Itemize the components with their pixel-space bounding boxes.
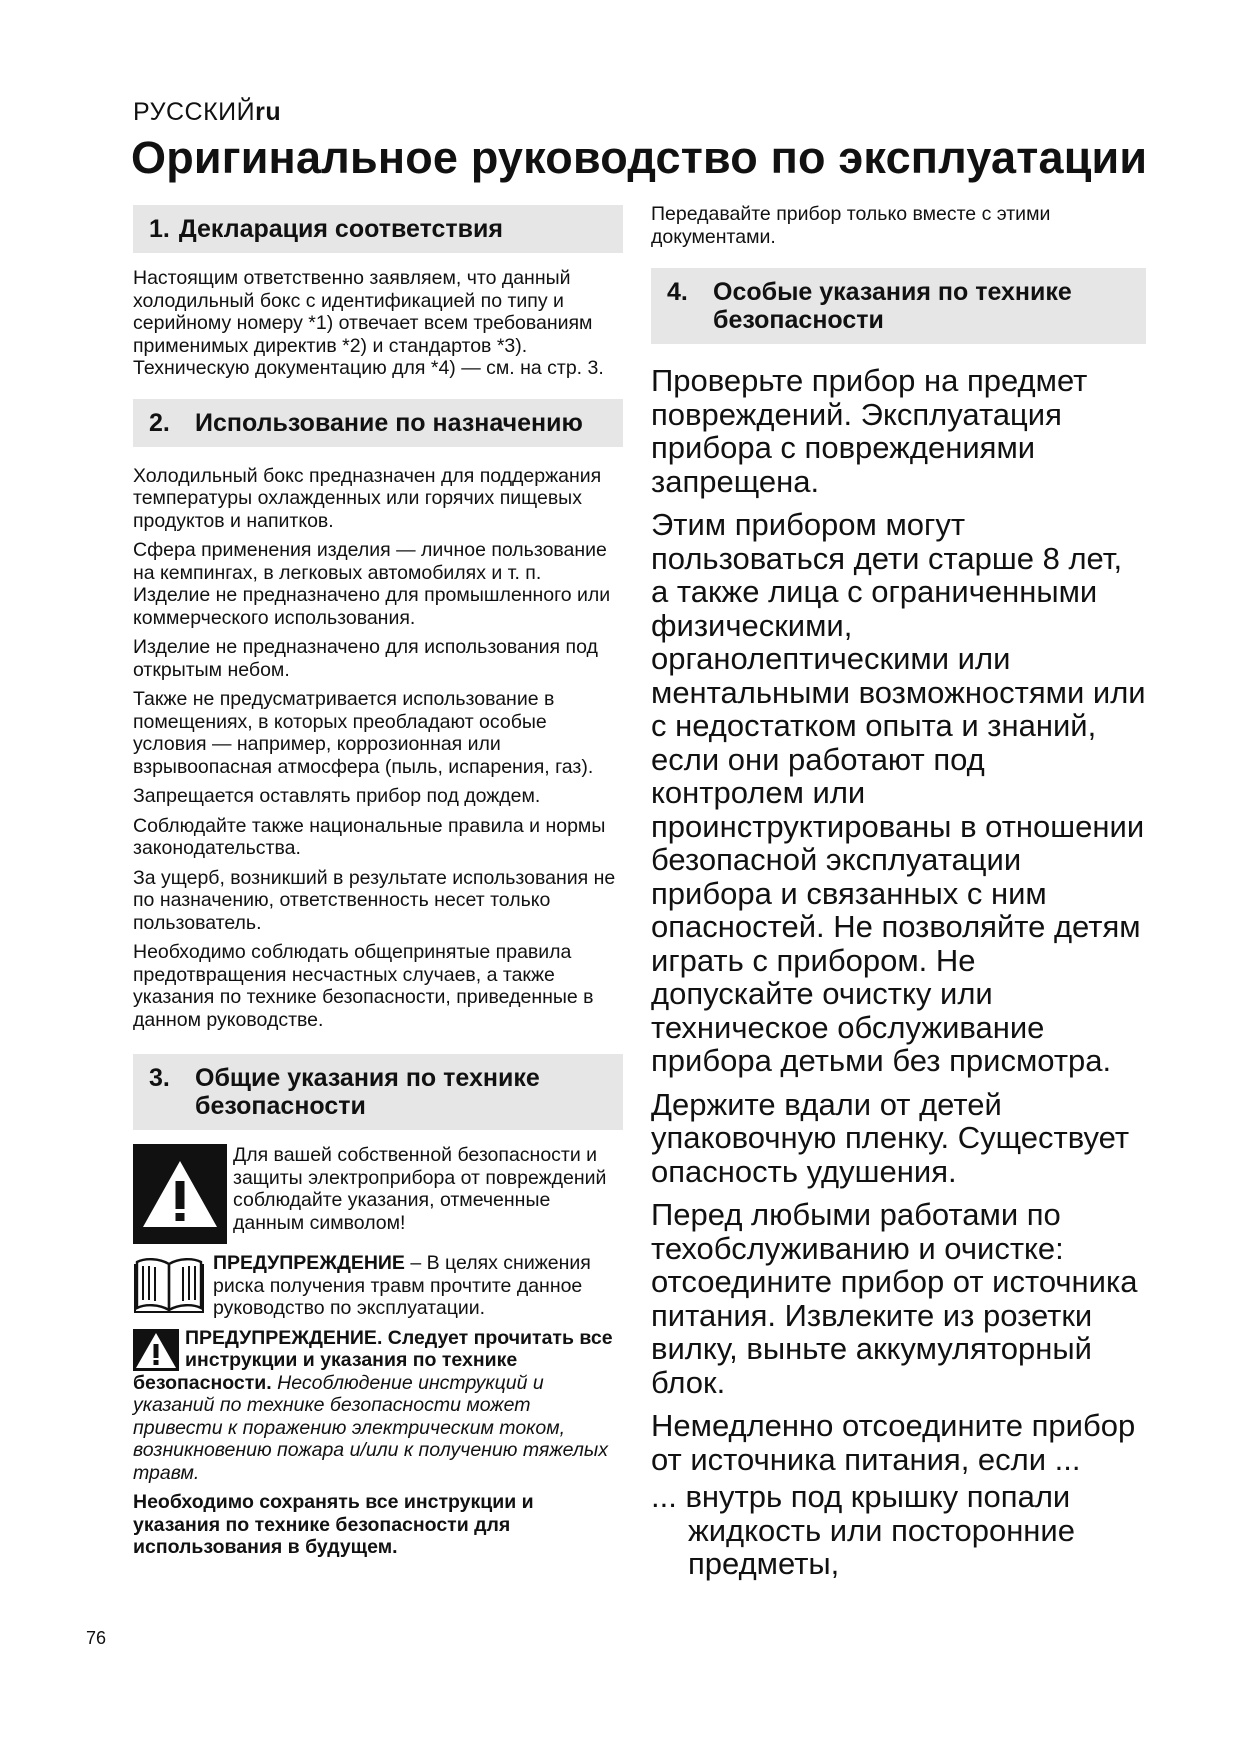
section-4-paragraph: Проверьте прибор на предмет повреждений. Эксплуатация прибора с повреждениями запрещена. [651, 363, 1088, 499]
section-4-paragraph: Перед любыми работами по техобслуживанию и очистке: отсоедините прибор от источника питания. Извлеките из розетки вилку, выньте аккумуляторный блок. [651, 1197, 1138, 1400]
section-2-paragraph: Холодильный бокс предназначен для поддержания температуры охлажденных или горячих пищевых продуктов и напитков. [133, 464, 602, 532]
page-title: Оригинальное руководство по эксплуатации [131, 132, 1148, 183]
section-4-heading: 4. Особые указания по технике безопасности [651, 268, 1146, 344]
section-2-paragraph: Запрещается оставлять прибор под дождем. [133, 785, 541, 807]
language-code: ru [255, 98, 282, 126]
safety-symbol-note [133, 1144, 623, 1244]
section-4-paragraph: Этим прибором могут пользоваться дети старше 8 лет, а также лица с ограниченными физическими, органолептическими или ментальными возможностями или с недостатком опыта и знаний, если они работают под контролем или проинструктированы в отношении безопасной эксплуатации прибора и связанных с ним опасностей. Не позволяйте детям играть с прибором. Не допускайте очистку или техническое обслуживание прибора детьми без присмотра. [651, 507, 1146, 1078]
section-1-heading: 1. Декларация соответствия [133, 205, 623, 253]
keep-instructions-text: Необходимо сохранять все инструкции и указания по технике безопасности для использования в будущем. [133, 1491, 534, 1558]
warning-note: ПРЕДУПРЕЖДЕНИЕ. Следует прочитать все инструкции и указания по технике безопасности. Несоблюдение инструкций и указаний по технике безопасности может привести к поражению электрическим током, возникновению пожара и/или к получению тяжелых травм. [133, 1326, 613, 1484]
section-2-paragraph: За ущерб, возникший в результате использования не по назначению, ответственность несет только пользователь. [133, 866, 616, 934]
page-number: 76 [86, 1628, 107, 1648]
section-1-text: Настоящим ответственно заявляем, что данный холодильный бокс с идентификацией по типу и серийному номеру *1) отвечает всем требованиям применимых директив *2) и стандартов *3). Техническую документацию для *4) — см. на стр. 3. [133, 267, 604, 379]
section-2-paragraph: Изделие не предназначено для использования под открытым небом. [133, 636, 598, 681]
safety-symbol-text: Для вашей собственной безопасности и защиты электроприбора от повреждений соблюдайте указания, отмеченные данным символом! [233, 1144, 607, 1234]
section-2-paragraph: Необходимо соблюдать общепринятые правила предотвращения несчастных случаев, а также указания по технике безопасности, приведенные в данном руководстве. [133, 941, 594, 1031]
section-2-heading: 2. Использование по назначению [133, 399, 623, 447]
section-4-list-item: ... внутрь под крышку попали жидкость или посторонние предметы, [651, 1479, 1075, 1581]
section-3-heading: 3. Общие указания по технике безопасности [133, 1054, 623, 1130]
section-4-paragraph: Немедленно отсоедините прибор от источника питания, если ... [651, 1408, 1136, 1477]
section-2-paragraph: Соблюдайте также национальные правила и нормы законодательства. [133, 814, 606, 859]
warning-triangle-icon [133, 1144, 227, 1244]
section-4-intro: Передавайте прибор только вместе с этими документами. [651, 203, 1051, 248]
section-2-paragraph: Сфера применения изделия — личное пользование на кемпингах, в легковых автомобилях и т. п. Изделие не предназначено для промышленного или коммерческого использования. [133, 539, 611, 629]
read-manual-note: ПРЕДУПРЕЖДЕНИЕ – В целях снижения риска получения травм прочтите данное руководство по эксплуатации. [133, 1252, 623, 1320]
left-column [133, 205, 623, 1566]
book-icon [133, 1254, 205, 1316]
language-label: РУССКИЙru [133, 98, 282, 126]
section-4-paragraph: Держите вдали от детей упаковочную пленку. Существует опасность удушения. [651, 1086, 1130, 1189]
section-2-paragraph: Также не предусматривается использование в помещениях, в которых преобладают особые условия — например, коррозионная или взрывоопасная атмосфера (пыль, испарения, газ). [133, 688, 594, 778]
small-warning-icon [133, 1329, 179, 1371]
right-column [651, 203, 1146, 1591]
